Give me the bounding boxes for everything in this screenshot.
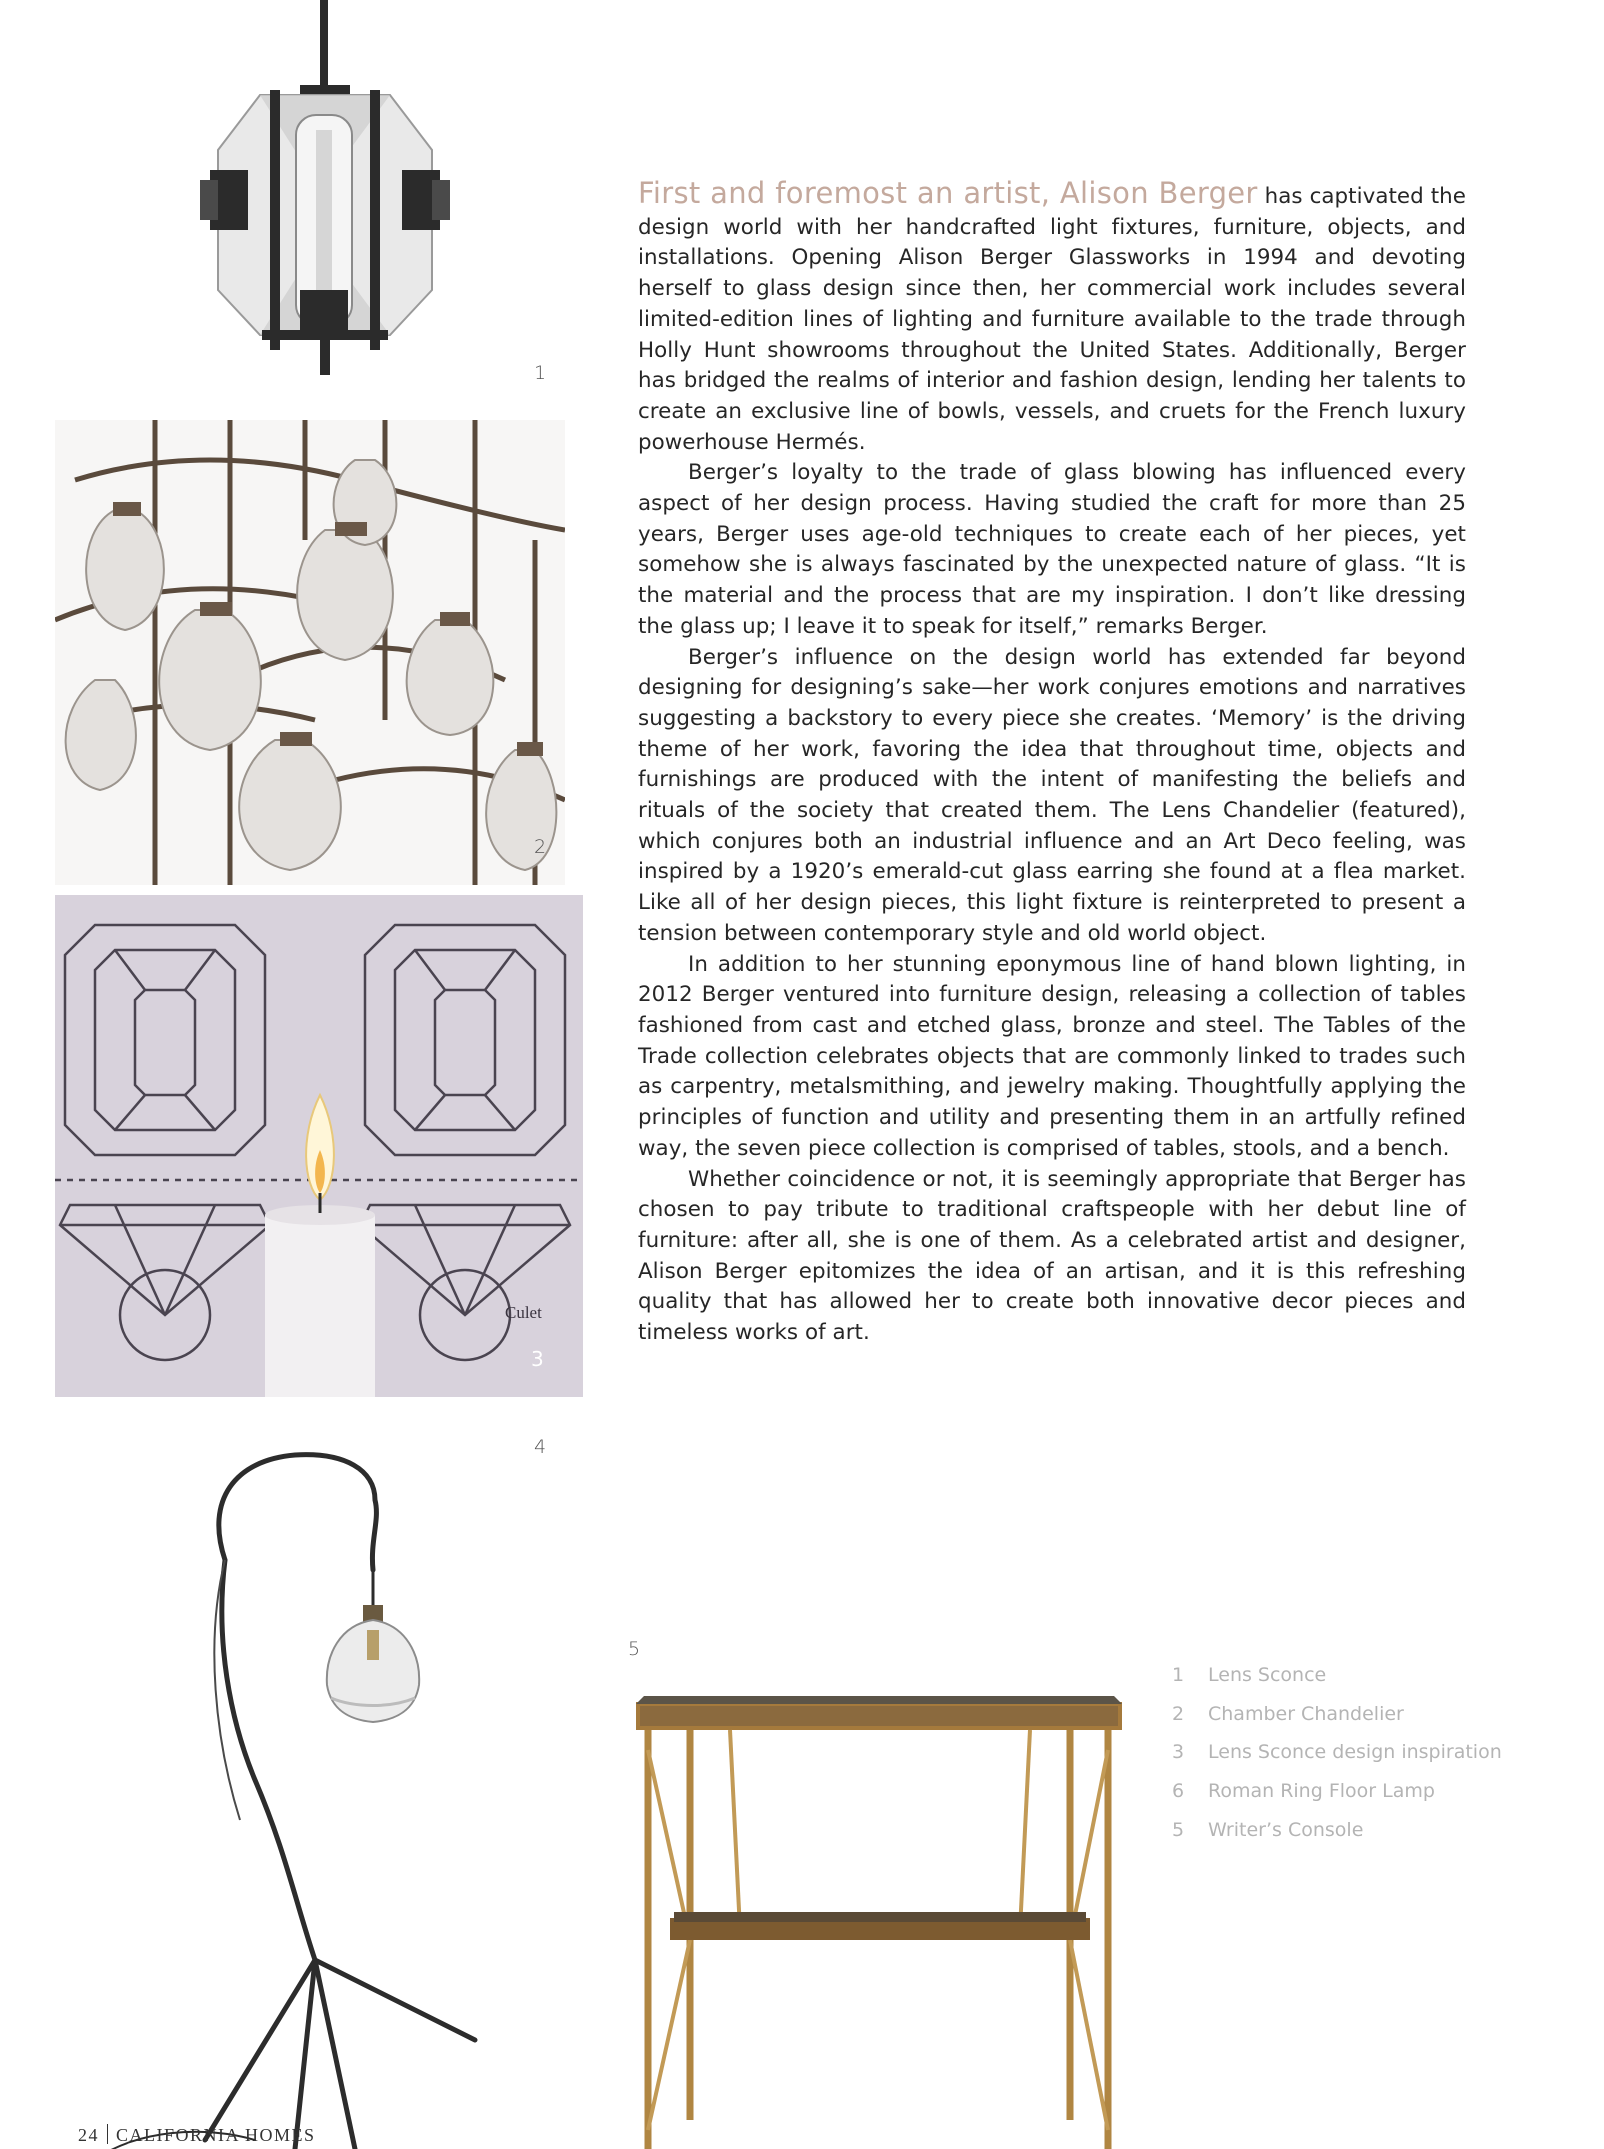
footer-divider xyxy=(107,2124,108,2144)
caption-list xyxy=(1172,1656,1592,1850)
magazine-name: CALIFORNIA HOMES xyxy=(116,2125,316,2145)
figure-number-3: 3 xyxy=(531,1347,544,1371)
caption-text: Lens Sconce xyxy=(1208,1664,1327,1686)
caption-number: 5 xyxy=(1172,1818,1185,1841)
caption-item xyxy=(1172,1811,1592,1850)
figure-number-1: 1 xyxy=(534,362,547,384)
caption-number: 1 xyxy=(1172,1664,1185,1686)
caption-text: Lens Sconce design inspiration xyxy=(1208,1741,1502,1764)
article-body xyxy=(638,178,1466,1349)
figure-number-4: 4 xyxy=(534,1436,547,1458)
sketch-label-culet: Culet xyxy=(505,1303,542,1322)
caption-item xyxy=(1172,1656,1592,1695)
page-number: 24 xyxy=(78,2125,99,2145)
article-lead: First and foremost an artist, Alison Berger xyxy=(638,176,1258,210)
page-footer xyxy=(78,2124,316,2146)
caption-text: Roman Ring Floor Lamp xyxy=(1208,1780,1435,1803)
article-paragraph-1-text: has captivated the design world with her handcrafted light fixtures, furniture, objects, and installations. Opening Alison Berger Glassworks in 1994 and devoting herself to glass design since then, her commercial work includes several limited-edition lines of lighting and furniture available to the trade through Holly Hunt showrooms throughout the United States. Additionally, Berger has bridged the realms of interior and fashion design, lending her talents to create an exclusive line of bowls, vessels, and cruets for the French luxury powerhouse Hermés. xyxy=(638,184,1466,455)
caption-item xyxy=(1172,1772,1592,1811)
photo-writers-console xyxy=(630,1690,1130,2149)
caption-text: Chamber Chandelier xyxy=(1208,1702,1404,1725)
caption-number: 2 xyxy=(1172,1702,1185,1725)
photo-lens-sconce xyxy=(170,0,480,380)
photo-design-sketch xyxy=(55,895,583,1397)
article-paragraph-3: Berger’s influence on the design world has extended far beyond designing for designing’s sake—her work conjures emotions and narratives suggesting a backstory to every piece she creates. ‘Memory’ is the driving theme of her work, favoring the idea that throughout time, objects and furnishings are produced with the intent of manifesting the beliefs and rituals of the society that created them. The Lens Chandelier (featured), which conjures both an industrial influence and an Art Deco feeling, was inspired by a 1920’s emerald-cut glass earring she found at a flea market. Like all of her design pieces, this light fixture is reinterpreted to present a tension between contemporary style and old world object. xyxy=(638,644,1466,946)
photo-chamber-chandelier xyxy=(55,420,565,885)
article-paragraph-1 xyxy=(638,178,1466,458)
caption-item xyxy=(1172,1695,1592,1734)
caption-number: 3 xyxy=(1172,1741,1185,1764)
article-paragraph-5: Whether coincidence or not, it is seemingly appropriate that Berger has chosen to pay tribute to traditional craftspeople with her debut line of furniture: after all, she is one of them. As a celebrated artist and designer, Alison Berger epitomizes the idea of an artisan, and it is this refreshing quality that has allowed her to create both innovative decor pieces and timeless works of art. xyxy=(638,1166,1466,1346)
photo-floor-lamp xyxy=(55,1440,585,2149)
caption-number: 6 xyxy=(1172,1780,1185,1803)
figure-number-5: 5 xyxy=(628,1638,641,1660)
caption-item xyxy=(1172,1733,1592,1772)
figure-number-2: 2 xyxy=(534,836,547,858)
article-paragraph-2: Berger’s loyalty to the trade of glass blowing has influenced every aspect of her design process. Having studied the craft for more than 25 years, Berger uses age-old techniques to create each of her pieces, yet somehow she is always fascinated by the unexpected nature of glass. “It is the material and the process that are my inspiration. I don’t like dressing the glass up; I leave it to speak for itself,” remarks Berger. xyxy=(638,460,1466,639)
article-paragraph-4: In addition to her stunning eponymous line of hand blown lighting, in 2012 Berger ventured into furniture design, releasing a collection of tables fashioned from cast and etched glass, bronze and steel. The Tables of the Trade collection celebrates objects that are commonly linked to trades such as carpentry, metalsmithing, and jewelry making. Thoughtfully applying the principles of function and utility and presenting them in an artfully refined way, the seven piece collection is comprised of tables, stools, and a bench. xyxy=(638,951,1466,1161)
caption-text: Writer’s Console xyxy=(1208,1818,1364,1841)
